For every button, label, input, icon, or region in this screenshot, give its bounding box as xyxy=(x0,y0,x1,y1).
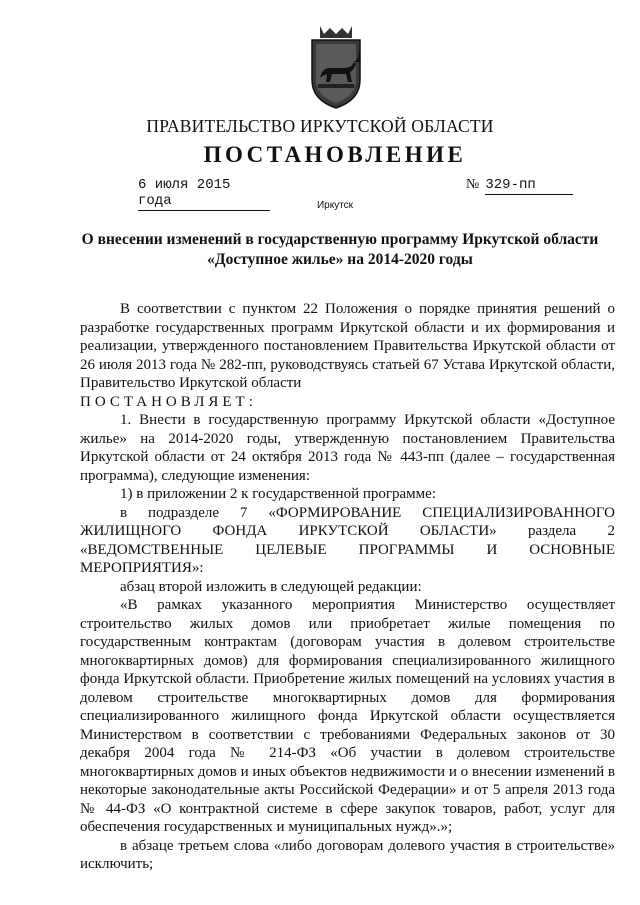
document-number-field xyxy=(466,177,573,195)
document-type: ПОСТАНОВЛЕНИЕ xyxy=(203,142,467,167)
document-number: 329-пп xyxy=(485,177,573,195)
body-paragraph: 1. Внести в государственную программу Иркутской области «Доступное жилье» на 2014-2020 годы, утвержденную постановлением Правительства Иркутской области от 24 октября 2013 года № 443-пп (далее – государственная программа), следующие изменения: xyxy=(80,412,615,484)
document-date: 6 июля 2015 года xyxy=(138,177,270,211)
document-body xyxy=(80,300,615,874)
coat-of-arms-icon xyxy=(300,22,372,112)
document-city: Иркутск xyxy=(316,200,354,211)
body-paragraph: абзац второй изложить в следующей редакции: xyxy=(120,578,422,595)
body-paragraph: 1) в приложении 2 к государственной программе: xyxy=(120,486,436,502)
body-paragraph: «В рамках указанного мероприятия Министерство осуществляет строительство жилых домов или приобретает жилые помещения по государственным контрактам (договорам участия в долевом строительстве многоквартирных домов) для формирования специализированного жилищного фонда Иркутской области. Приобретение жилых помещений на условиях участия в долевом строительстве многоквартирных домов для формирования специализированного жилищного фонда Иркутской области осуществляется Министерством в соответствии с требованиями Федеральных законов от 30 декабря 2004 года № 214-ФЗ «Об участии в долевом строительстве многоквартирных домов и иных объектов недвижимости и о внесении изменений в некоторые законодательные акты Российской Федерации» и от 5 апреля 2013 года № 44-ФЗ «О контрактной системе в сфере закупок товаров, работ, услуг для обеспечения государственных и муниципальных нужд».»; xyxy=(80,597,615,835)
government-title: ПРАВИТЕЛЬСТВО ИРКУТСКОЙ ОБЛАСТИ xyxy=(146,116,494,136)
body-paragraph: В соответствии с пунктом 22 Положения о порядке принятия решений о разработке государственных программ Иркутской области и их формирования и реализации, утвержденного постановлением Правительства Иркутской области от 26 июля 2013 года № 282-пп, руководствуясь статьей 67 Устава Иркутской области, Правительство Иркутской области xyxy=(80,301,615,391)
body-paragraph: в абзаце третьем слова «либо договорам долевого участия в строительстве» исключить; xyxy=(80,837,615,872)
heading-line-1: О внесении изменений в государственную программу Иркутской области xyxy=(81,231,599,248)
number-sign: № xyxy=(466,177,480,192)
body-resolution-word: ПОСТАНОВЛЯЕТ: xyxy=(80,393,257,410)
body-paragraph: в подразделе 7 «ФОРМИРОВАНИЕ СПЕЦИАЛИЗИРОВАННОГО ЖИЛИЩНОГО ФОНДА ИРКУТСКОЙ ОБЛАСТИ» раздела 2 «ВЕДОМСТВЕННЫЕ ЦЕЛЕВЫЕ ПРОГРАММЫ И ОСНОВНЫЕ МЕРОПРИЯТИЯ»: xyxy=(80,504,615,576)
heading-line-2: «Доступное жилье» на 2014-2020 годы xyxy=(207,251,473,268)
document-heading xyxy=(60,230,620,270)
